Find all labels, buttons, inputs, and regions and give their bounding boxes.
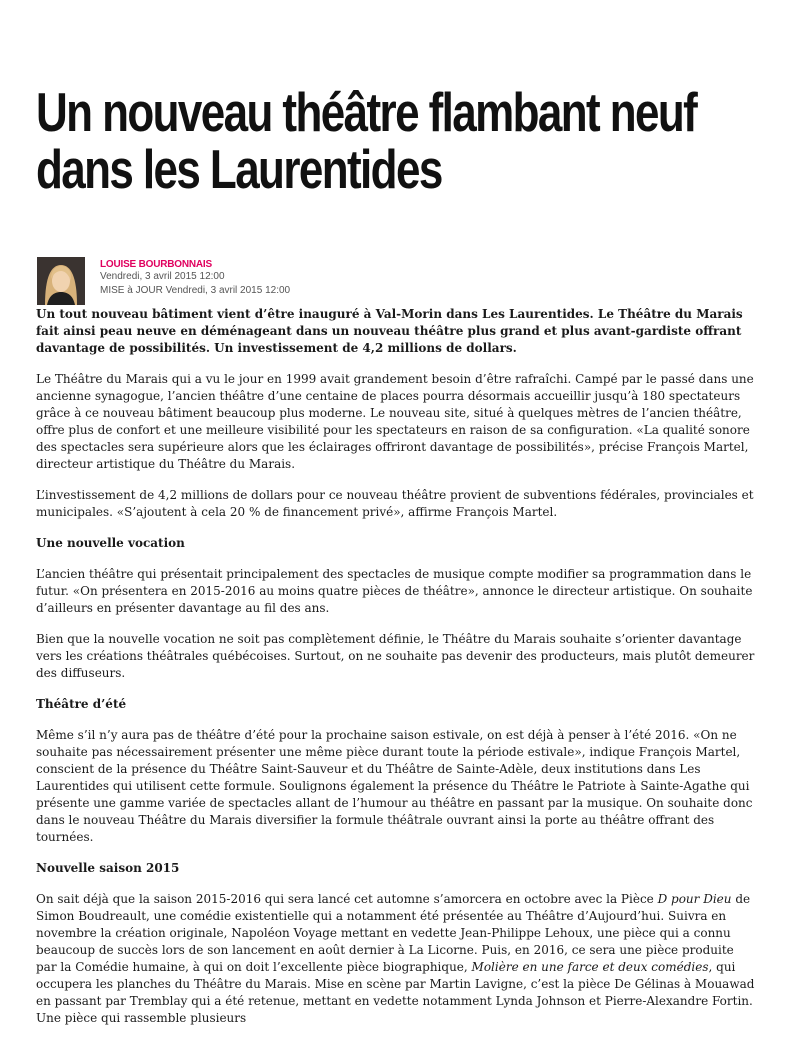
article-title: Un nouveau théâtre flambant neuf dans les Laurentides xyxy=(36,81,697,200)
author-name[interactable]: LOUISE BOURBONNAIS xyxy=(100,259,212,270)
paragraph: Bien que la nouvelle vocation ne soit pas complètement définie, le Théâtre du Marais souhaite s’orienter davantage vers les créations théâtrales québécoises. Surtout, on ne souhaite pas devenir des producteurs, mais plutôt demeurer des diffuseurs. xyxy=(36,632,755,680)
author-avatar xyxy=(37,257,85,305)
section-heading: Théâtre d’été xyxy=(36,697,127,711)
paragraph: Le Théâtre du Marais qui a vu le jour en 1999 avait grandement besoin d’être rafraîchi. Campé par le passé dans une ancienne synagogue, l’ancien théâtre d’une centaine de places pourra désormais accueillir jusqu’à 180 spectateurs grâce à ce nouveau bâtiment beaucoup plus moderne. Le nouveau site, situé à quelques mètres de l’ancien théâtre, offre plus de confort et une meilleure visibilité pour les spectateurs en raison de sa configuration. «La qualité sonore des spectacles sera supérieure alors que les éclairages offriront davantage de possibilités», précise François Martel, directeur artistique du Théâtre du Marais. xyxy=(36,372,754,471)
paragraph: L’ancien théâtre qui présentait principalement des spectacles de musique compte modifier sa programmation dans le futur. «On présentera en 2015-2016 au moins quatre pièces de théâtre», annonce le directeur artistique. On souhaite d’ailleurs en présenter davantage au fil des ans. xyxy=(36,567,753,615)
paragraph-text: de Simon Boudreault, une comédie existentielle qui a notamment été présentée au Théâtre d’Aujourd’hui. Suivra en novembre la création originale, Napoléon Voyage mettant en vedette Jean-Philippe Lehoux, une pièce qui a connu beaucoup de succès lors de son lancement en août dernier à La Licorne. Puis, en 2016, ce sera une pièce produite par la Comédie humaine, à qui on doit l’excellente pièce biographique, xyxy=(36,892,751,974)
play-title: D pour Dieu xyxy=(657,892,732,906)
updated-date: MISE à JOUR Vendredi, 3 avril 2015 12:00 xyxy=(100,285,291,296)
section-heading: Une nouvelle vocation xyxy=(36,536,185,550)
article-body xyxy=(36,306,758,1041)
paragraph-text: On sait déjà que la saison 2015-2016 qui sera lancé cet automne s’amorcera en octobre avec la Pièce xyxy=(36,892,658,906)
play-title: Molière en une farce et deux comédies xyxy=(471,960,709,974)
paragraph-text: , qui occupera les planches du Théâtre du Marais. Mise en scène par Martin Lavigne, c’est la pièce De Gélinas à Mouawad en passant par Tremblay qui a été retenue, mettant en vedette notamment Lynda Johnson et Pierre-Alexandre Fortin. Une pièce qui rassemble plusieurs xyxy=(36,960,755,1025)
section-heading: Nouvelle saison 2015 xyxy=(36,861,180,875)
article-lead: Un tout nouveau bâtiment vient d’être inauguré à Val-Morin dans Les Laurentides. Le Théâtre du Marais fait ainsi peau neuve en déménageant dans un nouveau théâtre plus grand et plus avant-gardiste offrant davantage de possibilités. Un investissement de 4,2 millions de dollars. xyxy=(36,307,743,355)
paragraph xyxy=(36,891,758,1027)
paragraph: L’investissement de 4,2 millions de dollars pour ce nouveau théâtre provient de subventions fédérales, provinciales et municipales. «S’ajoutent à cela 20 % de financement privé», affirme François Martel. xyxy=(36,488,754,519)
published-date: Vendredi, 3 avril 2015 12:00 xyxy=(100,271,225,282)
paragraph: Même s’il n’y aura pas de théâtre d’été pour la prochaine saison estivale, on est déjà à penser à l’été 2016. «On ne souhaite pas nécessairement présenter une même pièce durant toute la période estivale», indique François Martel, conscient de la présence du Théâtre Saint-Sauveur et du Théâtre de Sainte-Adèle, deux institutions dans Les Laurentides qui utilisent cette formule. Soulignons également la présence du Théâtre le Patriote à Sainte-Agathe qui présente une gamme variée de spectacles allant de l’humour au théâtre en passant par la musique. On souhaite donc dans le nouveau Théâtre du Marais diversifier la formule théâtrale ouvrant ainsi la porte au théâtre offrant des tournées. xyxy=(36,728,753,844)
